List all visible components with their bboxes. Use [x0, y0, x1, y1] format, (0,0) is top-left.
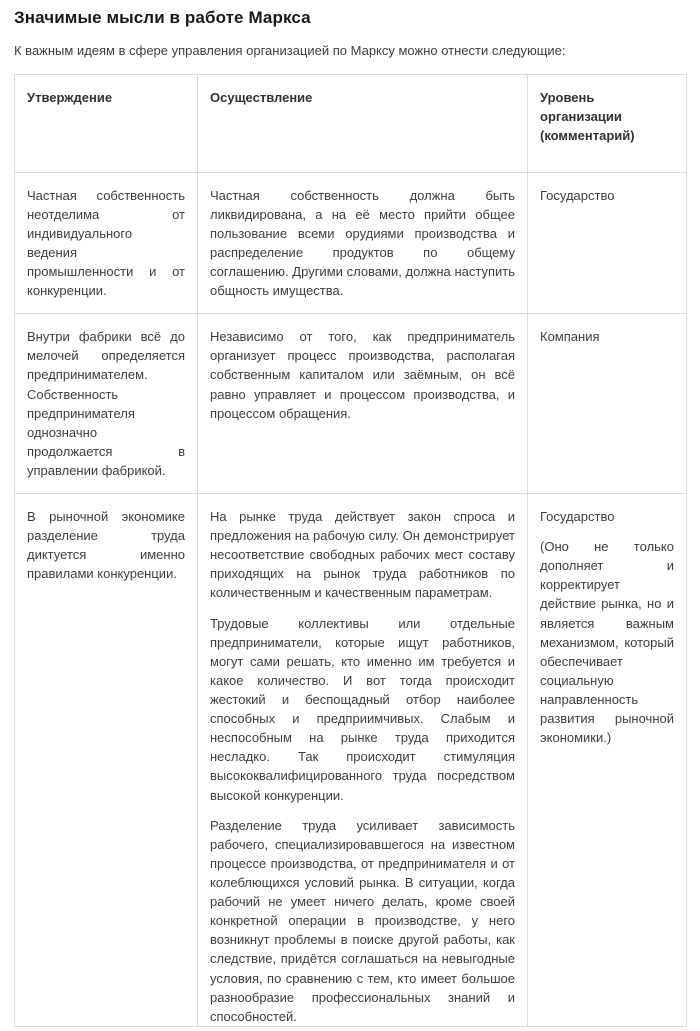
marx-ideas-table [14, 74, 687, 1027]
cell-paragraph: На рынке труда действует закон спроса и предложения на рабочую силу. Он демонстрирует несоответствие свободных рабочих мест составу приходящих на рынок труда работников по количественным и качественным параметрам. [210, 509, 515, 601]
table-row [15, 172, 687, 314]
header-implementation: Осуществление [198, 75, 528, 172]
cell-level [528, 494, 687, 1027]
intro-text: К важным идеям в сфере управления организацией по Марксу можно отнести следующие: [14, 43, 566, 58]
cell-paragraph: Государство [540, 187, 615, 203]
table-row [15, 314, 687, 494]
cell-paragraph: Разделение труда усиливает зависимость рабочего, специализировавшегося на известном процессе производства, от предпринимателя и от колеблющихся условий рынка. В ситуации, когда рабочий не умеет ничего делать, кроме своей конкретной операции в производстве, у него возникнут проблемы в поиске другой работы, как следствие, придётся соглашаться на невыгодные условия, по сравнению с тем, кто имеет большое разнообразие профессиональных знаний и способностей. [210, 817, 515, 1024]
cell-paragraph: Независимо от того, как предприниматель организует процесс производства, располагая собственным капиталом или заёмным, он всё равно управляет и процессом производства, и процессом обращения. [210, 329, 515, 421]
cell-statement [15, 494, 198, 1027]
cell-implementation [198, 314, 528, 494]
header-level: Уровень организации (комментарий) [528, 75, 687, 172]
cell-paragraph: Компания [540, 329, 600, 345]
cell-paragraph: Частная собственность должна быть ликвидирована, а на её место прийти общее пользование всеми орудиями производства и распределение продуктов по общему соглашению. Другими словами, должна наступить общность имущества. [210, 187, 515, 299]
cell-level [528, 172, 687, 314]
cell-statement [15, 314, 198, 494]
cell-paragraph: Внутри фабрики всё до мелочей определяется предпринимателем. Собственность предпринимателя однозначно продолжается в управлении фабрикой. [27, 329, 185, 478]
cell-paragraph: Государство [540, 509, 615, 525]
cell-paragraph: Частная собственность неотделима от индивидуального ведения промышленности и от конкуренции. [27, 187, 185, 299]
cell-paragraph: В рыночной экономике разделение труда диктуется именно правилами конкуренции. [27, 509, 185, 582]
cell-implementation [198, 494, 528, 1027]
page-title: Значимые мысли в работе Маркса [14, 8, 311, 27]
cell-implementation [198, 172, 528, 314]
cell-level [528, 314, 687, 494]
table-header [15, 75, 687, 172]
table-row [15, 494, 687, 1027]
cell-paragraph: Трудовые коллективы или отдельные предприниматели, которые ищут работников, могут сами решать, кто именно им требуется и какое количество. И вот тогда происходит жестокий и беспощадный отбор наиболее способных и предприимчивых. Слабым и неспособным на рынке труда приходится несладко. Так происходит стимуляция высококвалифицированного труда посредством высокой конкуренции. [210, 615, 515, 803]
cell-statement [15, 172, 198, 314]
header-statement: Утверждение [15, 75, 198, 172]
header-row [15, 75, 687, 172]
cell-paragraph: (Оно не только дополняет и корректирует действие рынка, но и является важным механизмом, который обеспечивает социальную направленность развития рыночной экономики.) [540, 539, 674, 746]
